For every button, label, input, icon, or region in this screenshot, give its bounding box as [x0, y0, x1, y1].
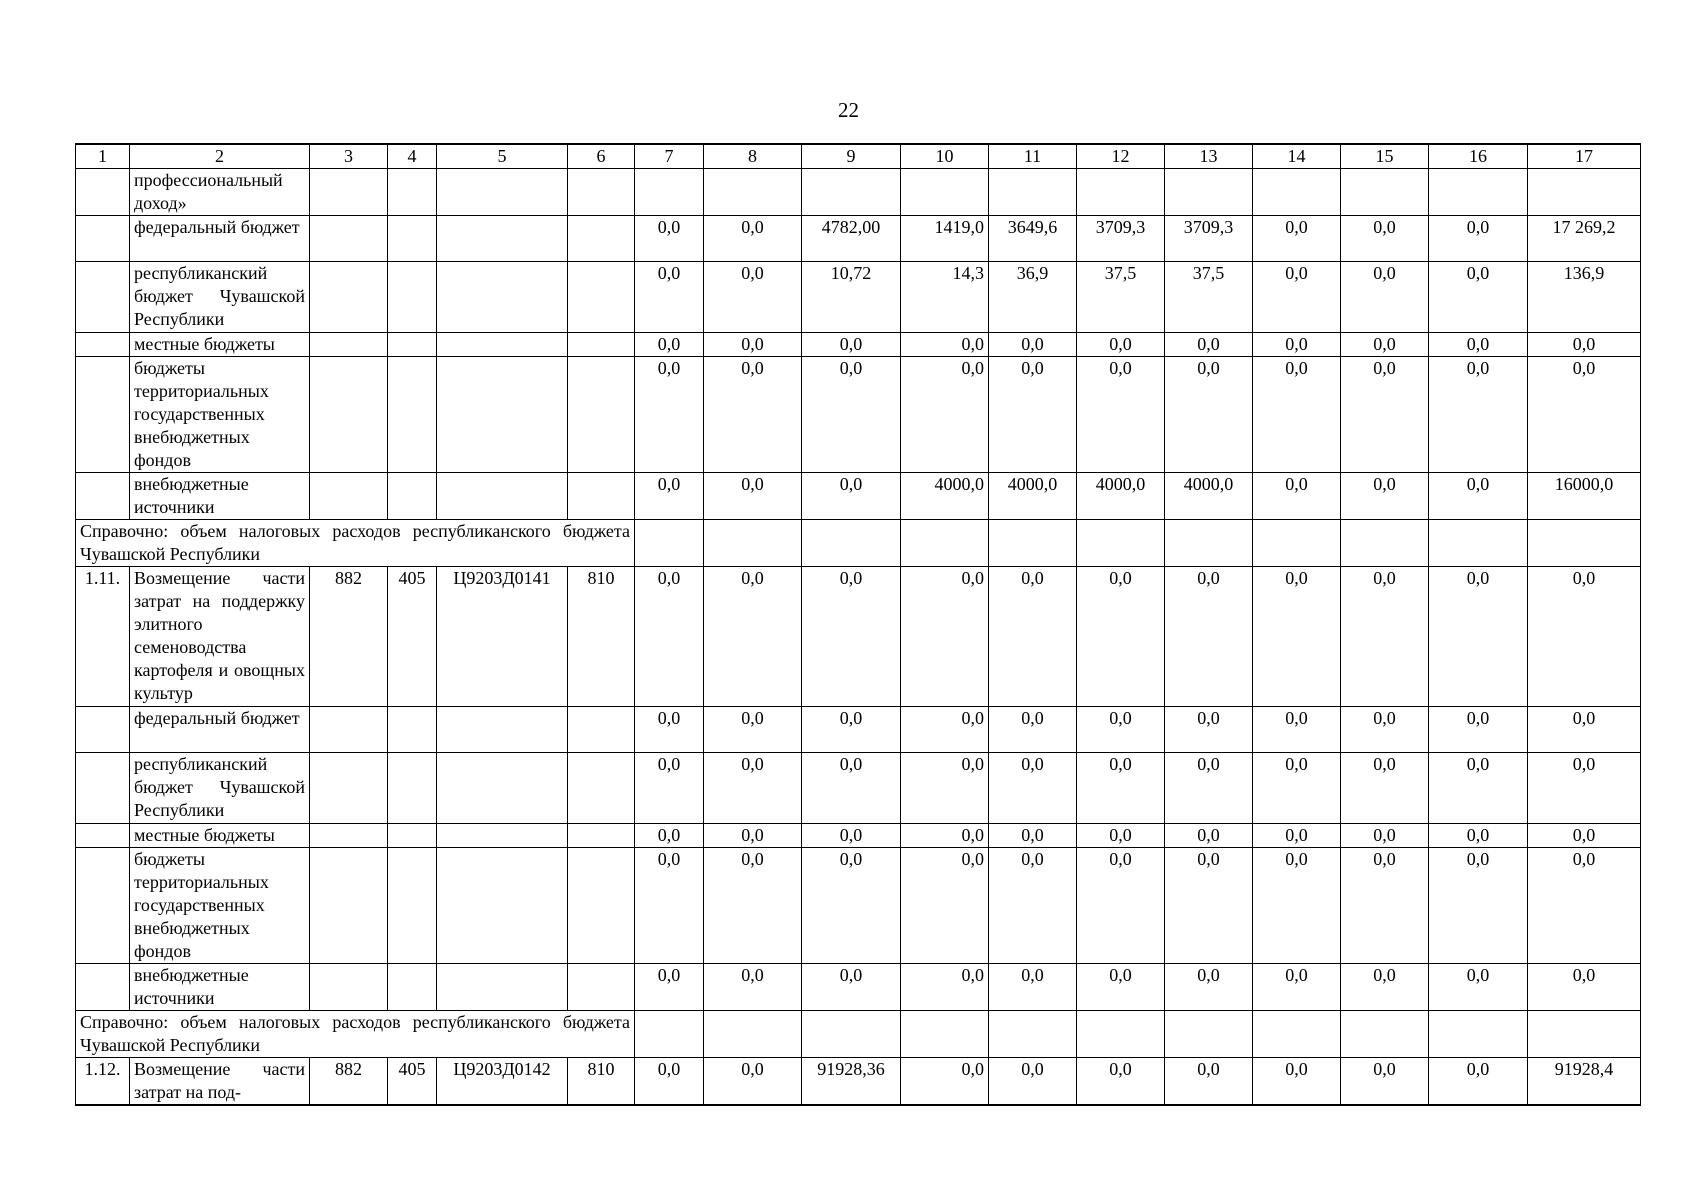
value-col-9: 0,0	[802, 473, 901, 520]
value-col-16	[1429, 1011, 1528, 1058]
code-section	[388, 848, 437, 964]
value-col-13: 0,0	[1165, 848, 1253, 964]
table-row	[76, 964, 1641, 1011]
value-col-17: 0,0	[1528, 824, 1641, 848]
value-col-9: 0,0	[802, 567, 901, 707]
value-col-13	[1165, 169, 1253, 216]
value-col-10: 1419,0	[901, 216, 989, 262]
column-number-5: 5	[437, 144, 568, 169]
value-col-7: 0,0	[635, 964, 704, 1011]
value-col-8: 0,0	[704, 753, 802, 824]
value-col-10: 4000,0	[901, 473, 989, 520]
value-col-15: 0,0	[1341, 473, 1429, 520]
value-col-16	[1429, 520, 1528, 567]
value-col-12	[1077, 520, 1165, 567]
code-grbs	[310, 848, 388, 964]
code-expense-type	[568, 357, 635, 473]
item-description: бюджеты территориальных государственных внебюджетных фондов	[130, 848, 310, 964]
code-target-article	[437, 216, 568, 262]
value-col-9: 4782,00	[802, 216, 901, 262]
reference-note-text: Справочно: объем налоговых расходов республиканского бюджета Чувашской Республики	[76, 520, 635, 567]
item-number	[76, 357, 130, 473]
value-col-16: 0,0	[1429, 707, 1528, 753]
value-col-14: 0,0	[1253, 567, 1341, 707]
value-col-13: 0,0	[1165, 824, 1253, 848]
code-target-article: Ц9203Д0142	[437, 1058, 568, 1106]
value-col-9: 0,0	[802, 333, 901, 357]
column-number-6: 6	[568, 144, 635, 169]
value-col-13: 3709,3	[1165, 216, 1253, 262]
value-col-14: 0,0	[1253, 964, 1341, 1011]
value-col-10: 0,0	[901, 824, 989, 848]
value-col-8: 0,0	[704, 357, 802, 473]
value-col-17: 0,0	[1528, 964, 1641, 1011]
column-number-17: 17	[1528, 144, 1641, 169]
code-target-article	[437, 964, 568, 1011]
value-col-15: 0,0	[1341, 848, 1429, 964]
value-col-13: 0,0	[1165, 333, 1253, 357]
table-row	[76, 333, 1641, 357]
value-col-12: 0,0	[1077, 848, 1165, 964]
code-target-article	[437, 473, 568, 520]
value-col-13	[1165, 520, 1253, 567]
value-col-15	[1341, 1011, 1429, 1058]
value-col-8: 0,0	[704, 333, 802, 357]
code-expense-type	[568, 964, 635, 1011]
value-col-7: 0,0	[635, 1058, 704, 1106]
value-col-15: 0,0	[1341, 753, 1429, 824]
table-row	[76, 357, 1641, 473]
code-grbs	[310, 473, 388, 520]
table-row	[76, 216, 1641, 262]
value-col-16: 0,0	[1429, 1058, 1528, 1106]
value-col-14: 0,0	[1253, 333, 1341, 357]
value-col-12: 0,0	[1077, 707, 1165, 753]
value-col-10: 0,0	[901, 753, 989, 824]
item-description: бюджеты территориальных государственных внебюджетных фондов	[130, 357, 310, 473]
item-number: 1.12.	[76, 1058, 130, 1106]
item-description: внебюджетные источники	[130, 473, 310, 520]
value-col-12: 4000,0	[1077, 473, 1165, 520]
value-col-12: 37,5	[1077, 262, 1165, 333]
value-col-14: 0,0	[1253, 753, 1341, 824]
item-description: республиканский бюджет Чувашской Республики	[130, 262, 310, 333]
value-col-15	[1341, 169, 1429, 216]
code-section	[388, 333, 437, 357]
table-row	[76, 824, 1641, 848]
item-description: федеральный бюджет	[130, 216, 310, 262]
value-col-11: 4000,0	[989, 473, 1077, 520]
code-expense-type	[568, 753, 635, 824]
value-col-17: 91928,4	[1528, 1058, 1641, 1106]
value-col-11: 0,0	[989, 964, 1077, 1011]
value-col-12	[1077, 169, 1165, 216]
table-row	[76, 753, 1641, 824]
value-col-10: 0,0	[901, 567, 989, 707]
code-grbs	[310, 707, 388, 753]
value-col-9: 91928,36	[802, 1058, 901, 1106]
code-grbs	[310, 262, 388, 333]
code-section	[388, 753, 437, 824]
code-section	[388, 262, 437, 333]
table-row	[76, 473, 1641, 520]
code-expense-type	[568, 333, 635, 357]
value-col-17: 0,0	[1528, 848, 1641, 964]
value-col-16: 0,0	[1429, 753, 1528, 824]
code-expense-type	[568, 216, 635, 262]
item-number	[76, 824, 130, 848]
value-col-12: 0,0	[1077, 753, 1165, 824]
item-description: внебюджетные источники	[130, 964, 310, 1011]
item-description: местные бюджеты	[130, 333, 310, 357]
value-col-16: 0,0	[1429, 473, 1528, 520]
column-number-1: 1	[76, 144, 130, 169]
code-section	[388, 964, 437, 1011]
column-number-8: 8	[704, 144, 802, 169]
value-col-8: 0,0	[704, 262, 802, 333]
code-grbs	[310, 216, 388, 262]
column-number-row	[76, 144, 1641, 169]
column-number-16: 16	[1429, 144, 1528, 169]
value-col-14	[1253, 1011, 1341, 1058]
value-col-11	[989, 169, 1077, 216]
code-target-article: Ц9203Д0141	[437, 567, 568, 707]
value-col-16: 0,0	[1429, 567, 1528, 707]
item-number	[76, 848, 130, 964]
value-col-9: 10,72	[802, 262, 901, 333]
code-grbs	[310, 824, 388, 848]
item-number	[76, 262, 130, 333]
code-expense-type: 810	[568, 1058, 635, 1106]
code-expense-type	[568, 707, 635, 753]
value-col-7	[635, 1011, 704, 1058]
value-col-10: 0,0	[901, 848, 989, 964]
value-col-11: 3649,6	[989, 216, 1077, 262]
code-section	[388, 357, 437, 473]
value-col-13: 37,5	[1165, 262, 1253, 333]
code-grbs	[310, 753, 388, 824]
value-col-7: 0,0	[635, 824, 704, 848]
value-col-12: 0,0	[1077, 824, 1165, 848]
code-target-article	[437, 333, 568, 357]
value-col-9: 0,0	[802, 707, 901, 753]
code-grbs	[310, 169, 388, 216]
value-col-17: 0,0	[1528, 753, 1641, 824]
reference-note-text: Справочно: объем налоговых расходов республиканского бюджета Чувашской Республики	[76, 1011, 635, 1058]
code-section: 405	[388, 1058, 437, 1106]
table-row	[76, 707, 1641, 753]
value-col-8	[704, 169, 802, 216]
value-col-11: 0,0	[989, 848, 1077, 964]
item-number	[76, 964, 130, 1011]
value-col-9	[802, 169, 901, 216]
code-section	[388, 169, 437, 216]
value-col-15: 0,0	[1341, 824, 1429, 848]
value-col-7: 0,0	[635, 333, 704, 357]
value-col-13: 0,0	[1165, 1058, 1253, 1106]
value-col-15: 0,0	[1341, 964, 1429, 1011]
table-row	[76, 1058, 1641, 1106]
column-number-7: 7	[635, 144, 704, 169]
item-number	[76, 169, 130, 216]
value-col-10: 0,0	[901, 357, 989, 473]
value-col-9: 0,0	[802, 848, 901, 964]
value-col-17	[1528, 169, 1641, 216]
item-number	[76, 216, 130, 262]
value-col-9	[802, 1011, 901, 1058]
value-col-17: 0,0	[1528, 707, 1641, 753]
item-description: Возмещение части затрат на поддержку элитного семеноводства картофеля и овощных культур	[130, 567, 310, 707]
code-expense-type	[568, 169, 635, 216]
value-col-10: 0,0	[901, 1058, 989, 1106]
value-col-7: 0,0	[635, 567, 704, 707]
code-grbs	[310, 964, 388, 1011]
code-target-article	[437, 262, 568, 333]
value-col-8	[704, 520, 802, 567]
item-number	[76, 753, 130, 824]
code-expense-type	[568, 824, 635, 848]
code-target-article	[437, 848, 568, 964]
value-col-11: 0,0	[989, 1058, 1077, 1106]
value-col-14: 0,0	[1253, 1058, 1341, 1106]
value-col-12: 0,0	[1077, 357, 1165, 473]
value-col-10: 0,0	[901, 707, 989, 753]
value-col-14	[1253, 169, 1341, 216]
value-col-16	[1429, 169, 1528, 216]
value-col-11: 0,0	[989, 753, 1077, 824]
code-target-article	[437, 753, 568, 824]
value-col-16: 0,0	[1429, 964, 1528, 1011]
value-col-12: 3709,3	[1077, 216, 1165, 262]
column-number-13: 13	[1165, 144, 1253, 169]
item-description: профессиональный доход»	[130, 169, 310, 216]
item-number	[76, 473, 130, 520]
value-col-16: 0,0	[1429, 824, 1528, 848]
value-col-10: 0,0	[901, 964, 989, 1011]
item-number: 1.11.	[76, 567, 130, 707]
value-col-12: 0,0	[1077, 964, 1165, 1011]
value-col-8: 0,0	[704, 848, 802, 964]
table-row	[76, 169, 1641, 216]
value-col-15: 0,0	[1341, 216, 1429, 262]
value-col-16: 0,0	[1429, 216, 1528, 262]
value-col-13: 0,0	[1165, 567, 1253, 707]
code-section	[388, 216, 437, 262]
value-col-13: 0,0	[1165, 707, 1253, 753]
value-col-12	[1077, 1011, 1165, 1058]
value-col-10	[901, 1011, 989, 1058]
value-col-13: 0,0	[1165, 964, 1253, 1011]
page-number: 22	[838, 98, 859, 122]
value-col-9: 0,0	[802, 357, 901, 473]
code-target-article	[437, 707, 568, 753]
value-col-14	[1253, 520, 1341, 567]
value-col-8: 0,0	[704, 216, 802, 262]
value-col-16: 0,0	[1429, 262, 1528, 333]
value-col-7: 0,0	[635, 473, 704, 520]
column-number-10: 10	[901, 144, 989, 169]
column-number-14: 14	[1253, 144, 1341, 169]
value-col-8	[704, 1011, 802, 1058]
code-grbs	[310, 357, 388, 473]
value-col-9	[802, 520, 901, 567]
code-grbs	[310, 333, 388, 357]
budget-table	[75, 143, 1641, 1106]
value-col-17: 0,0	[1528, 357, 1641, 473]
column-number-3: 3	[310, 144, 388, 169]
code-grbs: 882	[310, 567, 388, 707]
item-description: республиканский бюджет Чувашской Республики	[130, 753, 310, 824]
code-target-article	[437, 824, 568, 848]
value-col-11	[989, 520, 1077, 567]
item-number	[76, 333, 130, 357]
column-number-12: 12	[1077, 144, 1165, 169]
value-col-7: 0,0	[635, 262, 704, 333]
value-col-15	[1341, 520, 1429, 567]
value-col-10	[901, 520, 989, 567]
value-col-14: 0,0	[1253, 357, 1341, 473]
code-section	[388, 707, 437, 753]
item-description: местные бюджеты	[130, 824, 310, 848]
value-col-12: 0,0	[1077, 1058, 1165, 1106]
value-col-11	[989, 1011, 1077, 1058]
item-description: Возмещение части затрат на под-	[130, 1058, 310, 1106]
value-col-7: 0,0	[635, 216, 704, 262]
reference-note-row	[76, 520, 1641, 567]
value-col-16: 0,0	[1429, 357, 1528, 473]
value-col-8: 0,0	[704, 707, 802, 753]
value-col-17: 136,9	[1528, 262, 1641, 333]
value-col-16: 0,0	[1429, 333, 1528, 357]
column-number-4: 4	[388, 144, 437, 169]
value-col-15: 0,0	[1341, 567, 1429, 707]
value-col-8: 0,0	[704, 964, 802, 1011]
code-target-article	[437, 169, 568, 216]
value-col-8: 0,0	[704, 1058, 802, 1106]
code-target-article	[437, 357, 568, 473]
code-section: 405	[388, 567, 437, 707]
table-row	[76, 848, 1641, 964]
value-col-11: 0,0	[989, 707, 1077, 753]
value-col-9: 0,0	[802, 824, 901, 848]
column-number-15: 15	[1341, 144, 1429, 169]
value-col-17: 16000,0	[1528, 473, 1641, 520]
value-col-17: 17 269,2	[1528, 216, 1641, 262]
value-col-9: 0,0	[802, 964, 901, 1011]
value-col-12: 0,0	[1077, 333, 1165, 357]
value-col-8: 0,0	[704, 567, 802, 707]
code-expense-type	[568, 848, 635, 964]
value-col-16: 0,0	[1429, 848, 1528, 964]
value-col-11: 0,0	[989, 357, 1077, 473]
value-col-15: 0,0	[1341, 333, 1429, 357]
value-col-11: 0,0	[989, 824, 1077, 848]
value-col-13: 0,0	[1165, 357, 1253, 473]
value-col-11: 0,0	[989, 567, 1077, 707]
value-col-13	[1165, 1011, 1253, 1058]
value-col-11: 36,9	[989, 262, 1077, 333]
table-row	[76, 567, 1641, 707]
reference-note-row	[76, 1011, 1641, 1058]
value-col-11: 0,0	[989, 333, 1077, 357]
code-expense-type: 810	[568, 567, 635, 707]
code-expense-type	[568, 262, 635, 333]
value-col-15: 0,0	[1341, 707, 1429, 753]
value-col-7: 0,0	[635, 707, 704, 753]
value-col-8: 0,0	[704, 473, 802, 520]
value-col-9: 0,0	[802, 753, 901, 824]
value-col-10: 0,0	[901, 333, 989, 357]
value-col-17	[1528, 520, 1641, 567]
code-section	[388, 824, 437, 848]
column-number-11: 11	[989, 144, 1077, 169]
table-row	[76, 262, 1641, 333]
item-description: федеральный бюджет	[130, 707, 310, 753]
value-col-14: 0,0	[1253, 216, 1341, 262]
value-col-17: 0,0	[1528, 567, 1641, 707]
value-col-15: 0,0	[1341, 1058, 1429, 1106]
value-col-17	[1528, 1011, 1641, 1058]
column-number-2: 2	[130, 144, 310, 169]
value-col-17: 0,0	[1528, 333, 1641, 357]
value-col-7: 0,0	[635, 357, 704, 473]
value-col-14: 0,0	[1253, 707, 1341, 753]
value-col-15: 0,0	[1341, 262, 1429, 333]
item-number	[76, 707, 130, 753]
value-col-10	[901, 169, 989, 216]
value-col-10: 14,3	[901, 262, 989, 333]
value-col-7	[635, 520, 704, 567]
column-number-9: 9	[802, 144, 901, 169]
value-col-13: 0,0	[1165, 753, 1253, 824]
value-col-14: 0,0	[1253, 848, 1341, 964]
code-expense-type	[568, 473, 635, 520]
code-grbs: 882	[310, 1058, 388, 1106]
code-section	[388, 473, 437, 520]
value-col-14: 0,0	[1253, 262, 1341, 333]
value-col-7	[635, 169, 704, 216]
value-col-13: 4000,0	[1165, 473, 1253, 520]
value-col-7: 0,0	[635, 848, 704, 964]
value-col-14: 0,0	[1253, 473, 1341, 520]
value-col-12: 0,0	[1077, 567, 1165, 707]
value-col-7: 0,0	[635, 753, 704, 824]
value-col-14: 0,0	[1253, 824, 1341, 848]
value-col-8: 0,0	[704, 824, 802, 848]
value-col-15: 0,0	[1341, 357, 1429, 473]
